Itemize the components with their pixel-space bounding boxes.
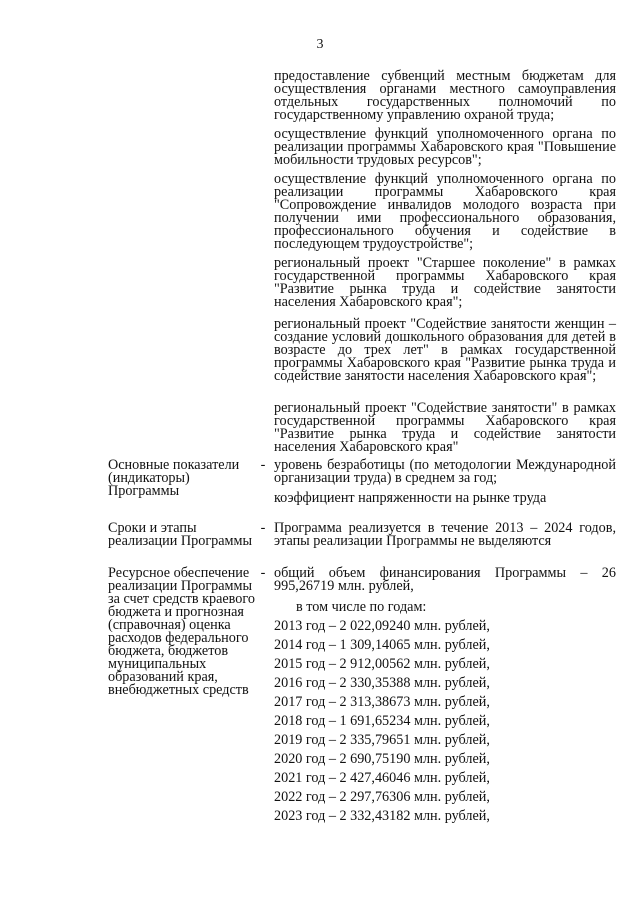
year-amount: 2014 год – 1 309,14065 млн. рублей, xyxy=(274,637,490,653)
resources-dash: - xyxy=(260,565,266,581)
year-amount: 2019 год – 2 335,79651 млн. рублей, xyxy=(274,732,490,748)
year-amount: 2018 год – 1 691,65234 млн. рублей, xyxy=(274,713,490,729)
indicators-label: Основные показатели (индикаторы) Программы xyxy=(108,457,240,499)
year-amount: 2016 год – 2 330,35388 млн. рублей, xyxy=(274,675,490,691)
terms-text: Программа реализуется в течение 2013 – 2024 годов, этапы реализации Программы не выделяются xyxy=(274,520,616,549)
year-amount: 2015 год – 2 912,00562 млн. рублей, xyxy=(274,656,490,672)
task-paragraph: региональный проект "Старшее поколение" в рамках государственной программы Хабаровского края "Развитие рынка труда и содействие занятости населения Хабаровского края"; xyxy=(274,255,616,310)
indicators-dash: - xyxy=(260,457,266,473)
task-paragraph: осуществление функций уполномоченного органа по реализации программы Хабаровского края "Сопровождение инвалидов молодого возраста при получении ими профессионального образования, профессионального обучения и содействие в последующем трудоустройстве"; xyxy=(274,171,616,252)
resources-label: Ресурсное обеспечение реализации Программы за счет средств краевого бюджета и прогнозная (справочная) оценка расходов федерального бюджета, бюджетов муниципальных образований края, внебюджетных средств xyxy=(108,565,255,698)
year-amount: 2021 год – 2 427,46046 млн. рублей, xyxy=(274,770,490,786)
terms-dash: - xyxy=(260,520,266,536)
year-amount: 2020 год – 2 690,75190 млн. рублей, xyxy=(274,751,490,767)
year-amount: 2013 год – 2 022,09240 млн. рублей, xyxy=(274,618,490,634)
terms-label: Сроки и этапы реализации Программы xyxy=(108,520,253,549)
task-paragraph: осуществление функций уполномоченного органа по реализации программы Хабаровского края "Повышение мобильности трудовых ресурсов"; xyxy=(274,126,616,168)
year-amount: 2017 год – 2 313,38673 млн. рублей, xyxy=(274,694,490,710)
by-years-label: в том числе по годам: xyxy=(296,599,427,615)
indicator-item: коэффициент напряженности на рынке труда xyxy=(274,490,547,506)
task-paragraph: региональный проект "Содействие занятости" в рамках государственной программы Хабаровского края "Развитие рынка труда и содействие занятости населения Хабаровского края" xyxy=(274,400,616,455)
year-amount: 2023 год – 2 332,43182 млн. рублей, xyxy=(274,808,490,824)
task-paragraph: региональный проект "Содействие занятости женщин – создание условий дошкольного образования для детей в возрасте до трех лет" в рамках государственной программы Хабаровского края "Развитие рынка труда и содействие занятости населения Хабаровского края"; xyxy=(274,316,616,384)
task-paragraph: предоставление субвенций местным бюджетам для осуществления органами местного самоуправления отдельных государственных полномочий по государственному управлению охраной труда; xyxy=(274,68,616,123)
indicator-item: уровень безработицы (по методологии Международной организации труда) в среднем за год; xyxy=(274,457,616,486)
resources-total: общий объем финансирования Программы – 26 995,26719 млн. рублей, xyxy=(274,565,616,594)
page-number: 3 xyxy=(316,37,324,52)
year-amount: 2022 год – 2 297,76306 млн. рублей, xyxy=(274,789,490,805)
